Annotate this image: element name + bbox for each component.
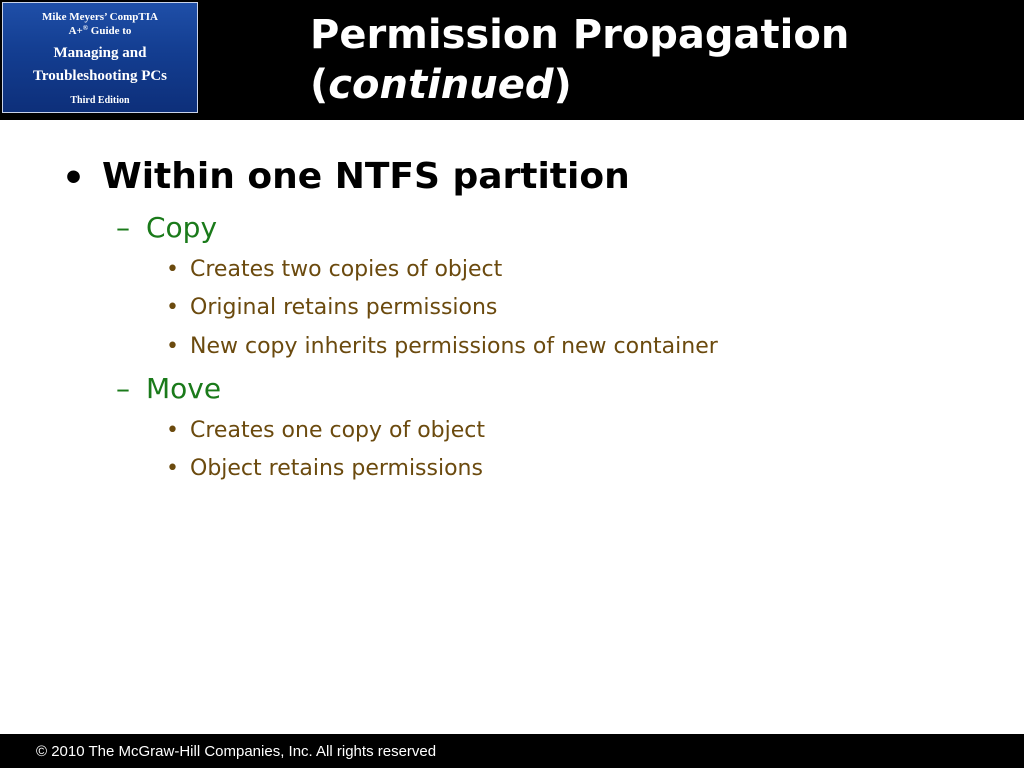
subheading-copy: Copy bbox=[146, 211, 218, 244]
bullet-icon: • bbox=[166, 418, 179, 443]
dash-icon: – bbox=[116, 211, 130, 244]
slide-title-line2: (continued) bbox=[310, 62, 572, 108]
badge-edition: Third Edition bbox=[70, 95, 130, 106]
bullet-icon: • bbox=[166, 334, 179, 359]
bullet-icon: • bbox=[166, 257, 179, 282]
bullet-icon: • bbox=[62, 158, 86, 199]
bullet-level1 bbox=[62, 158, 85, 199]
bullet-level1-text: Within one NTFS partition bbox=[102, 156, 630, 197]
list-item: Object retains permissions bbox=[190, 456, 483, 481]
list-item: Creates two copies of object bbox=[190, 257, 503, 282]
badge-author-line: Mike Meyers’ CompTIA bbox=[42, 11, 158, 23]
badge-title-line1: Managing and bbox=[53, 45, 147, 61]
bullet-icon: • bbox=[166, 295, 179, 320]
subheading-move: Move bbox=[146, 372, 222, 405]
list-item: Original retains permissions bbox=[190, 295, 498, 320]
copyright-notice: © 2010 The McGraw-Hill Companies, Inc. All rights reserved bbox=[36, 743, 437, 760]
list-item: New copy inherits permissions of new container bbox=[190, 334, 718, 359]
badge-guide-line: A+® Guide to bbox=[68, 24, 132, 37]
slide-title-line1: Permission Propagation bbox=[310, 12, 850, 58]
bullet-icon: • bbox=[166, 456, 179, 481]
dash-icon: – bbox=[116, 372, 130, 405]
slide-footer bbox=[0, 734, 1024, 768]
list-item: Creates one copy of object bbox=[190, 418, 486, 443]
badge-title-line2: Troubleshooting PCs bbox=[32, 68, 168, 84]
slide-title-continued: continued bbox=[328, 62, 554, 108]
